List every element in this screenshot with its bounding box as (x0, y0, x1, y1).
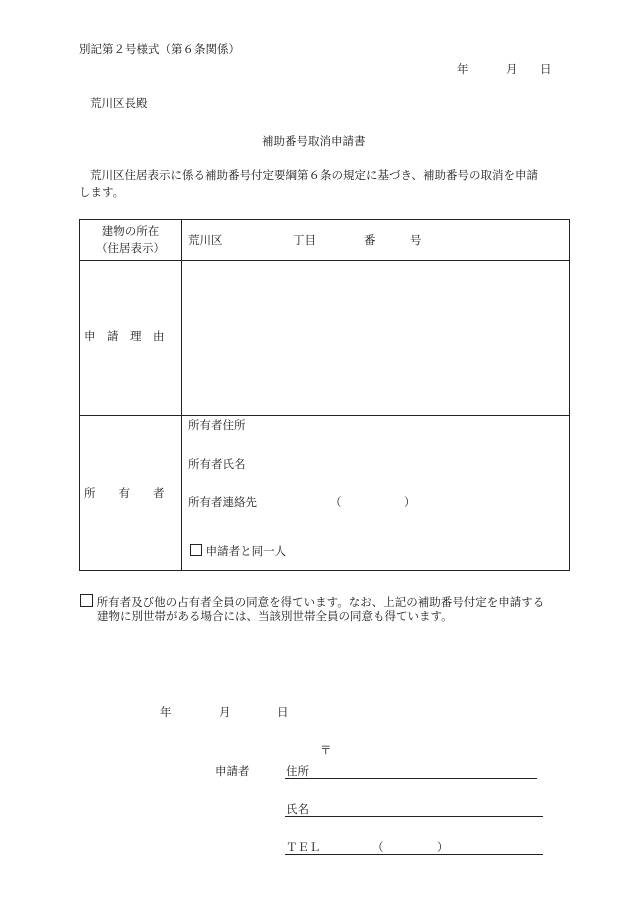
date-bottom-month: 月 (219, 705, 231, 719)
applicant-label: 申請者 (215, 764, 250, 778)
intro-line-2: します。 (79, 185, 125, 199)
date-bottom-year: 年 (160, 705, 172, 719)
owner-contact-label: 所有者連絡先 (188, 495, 257, 509)
tel-label: ＴＥＬ (286, 840, 321, 854)
owner-contact-paren-open: （ (330, 495, 342, 509)
consent-line-2: 建物に別世帯がある場合には、当該別世帯全員の同意も得ています。 (97, 609, 453, 623)
reason-label: 申 請 理 由 (84, 329, 165, 343)
location-chome: 丁目 (293, 233, 316, 247)
name-label: 氏名 (286, 802, 309, 816)
same-as-applicant-label: 申請者と同一人 (205, 544, 287, 558)
owner-label: 所 有 者 (84, 486, 165, 500)
page-title: 補助番号取消申請書 (262, 134, 366, 148)
date-top-year: 年 (457, 62, 469, 76)
location-label-line-2: （住居表示） (96, 241, 165, 256)
name-input-line[interactable] (285, 816, 543, 817)
row-divider (80, 415, 569, 416)
location-label-line-1: 建物の所在 (101, 224, 160, 238)
same-as-applicant-checkbox[interactable] (190, 544, 202, 556)
same-as-applicant-row (190, 544, 286, 558)
tel-paren-close: ） (437, 840, 449, 854)
owner-address-label: 所有者住所 (188, 418, 246, 432)
location-ban: 番 (364, 233, 376, 247)
location-go: 号 (410, 233, 422, 247)
location-ward: 荒川区 (188, 233, 223, 247)
address-input-line[interactable] (285, 778, 537, 779)
consent-checkbox[interactable] (80, 594, 93, 607)
consent-line-1: 所有者及び他の占有者全員の同意を得ています。なお、上記の補助番号付定を申請する (96, 595, 545, 609)
reason-input-area[interactable] (182, 261, 569, 415)
consent-line-1-row (80, 594, 544, 609)
postal-mark: 〒 (320, 743, 332, 757)
tel-input-line[interactable] (285, 854, 543, 855)
addressee: 荒川区長殿 (90, 96, 148, 110)
owner-contact-paren-close: ） (404, 495, 416, 509)
tel-paren-open: （ (372, 840, 384, 854)
address-label: 住所 (286, 764, 309, 778)
date-top-day: 日 (540, 62, 552, 76)
application-form-table (79, 219, 570, 571)
intro-line-1: 荒川区住居表示に係る補助番号付定要綱第６条の規定に基づき、補助番号の取消を申請 (90, 168, 539, 182)
form-number: 別記第２号様式（第６条関係） (79, 42, 240, 56)
date-top-month: 月 (506, 62, 518, 76)
owner-name-label: 所有者氏名 (188, 457, 246, 471)
date-bottom-day: 日 (277, 705, 289, 719)
location-label (80, 223, 181, 258)
